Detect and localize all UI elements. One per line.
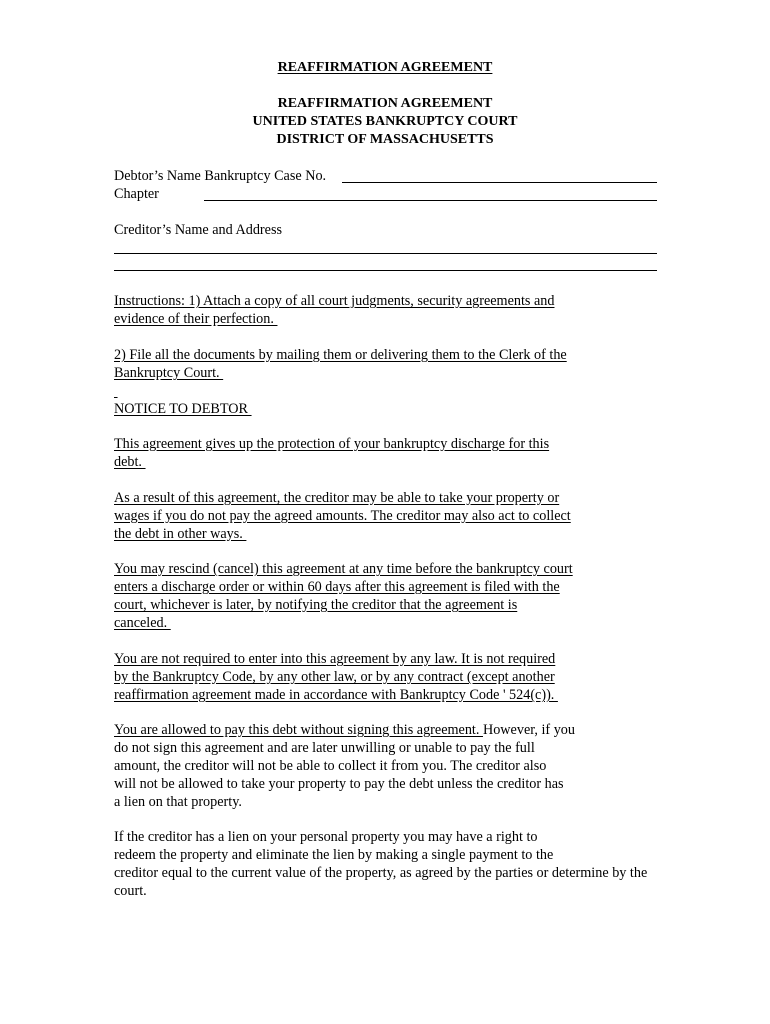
document-title: REAFFIRMATION AGREEMENT	[277, 96, 493, 111]
notice-p3-line: You may rescind (cancel) this agreement at any time before the bankruptcy court	[114, 561, 573, 577]
notice-p3-line: canceled.	[114, 615, 171, 631]
notice-p1-line: debt.	[114, 454, 146, 470]
notice-p6-line: redeem the property and eliminate the lien by making a single payment to the	[114, 847, 554, 863]
district-name: DISTRICT OF MASSACHUSETTS	[276, 132, 494, 147]
creditor-label: Creditor’s Name and Address	[114, 222, 282, 238]
notice-p5-line: amount, the creditor will not be able to collect it from you. The creditor also	[114, 758, 547, 774]
notice-p1-line: This agreement gives up the protection of your bankruptcy discharge for this	[114, 436, 550, 452]
notice-p2-line: As a result of this agreement, the creditor may be able to take your property or	[114, 490, 560, 506]
notice-p5-underlined: You are allowed to pay this debt without signing this agreement.	[114, 722, 483, 738]
notice-p5-line: do not sign this agreement and are later unwilling or unable to pay the full	[114, 740, 535, 756]
notice-p5-line: a lien on that property.	[114, 794, 242, 810]
notice-p5-line: will not be allowed to take your property to pay the debt unless the creditor has	[114, 776, 564, 792]
notice-p6-line: creditor equal to the current value of the property, as agreed by the parties or determine by the	[114, 865, 648, 881]
document-top-title: REAFFIRMATION AGREEMENT	[277, 60, 493, 75]
instructions-line-5	[114, 382, 118, 400]
notice-p3-line: enters a discharge order or within 60 days after this agreement is filed with the	[114, 579, 560, 595]
notice-p4-line: You are not required to enter into this agreement by any law. It is not required	[114, 651, 556, 667]
creditor-blank-1[interactable]	[114, 253, 657, 254]
debtor-case-blank[interactable]	[342, 182, 657, 183]
notice-p2-line: wages if you do not pay the agreed amounts. The creditor may also act to collect	[114, 508, 571, 524]
creditor-blank-2[interactable]	[114, 270, 657, 271]
court-name: UNITED STATES BANKRUPTCY COURT	[252, 114, 518, 129]
notice-p5-rest: However, if you	[482, 722, 575, 738]
instructions-line-4: Bankruptcy Court.	[114, 365, 224, 381]
instructions-line-2: evidence of their perfection.	[114, 311, 278, 327]
notice-p4-line: by the Bankruptcy Code, by any other law, or by any contract (except another	[114, 669, 555, 685]
notice-p3-line: court, whichever is later, by notifying the creditor that the agreement is	[114, 597, 518, 613]
notice-heading: NOTICE TO DEBTOR	[114, 401, 252, 417]
notice-p2-line: the debt in other ways.	[114, 526, 247, 542]
chapter-label: Chapter	[114, 186, 159, 202]
debtor-case-label: Debtor’s Name Bankruptcy Case No.	[114, 168, 327, 184]
notice-p5-first-line	[114, 721, 575, 739]
chapter-blank[interactable]	[204, 200, 657, 201]
instructions-line-1: Instructions: 1) Attach a copy of all court judgments, security agreements and	[114, 293, 555, 309]
notice-p6-line: If the creditor has a lien on your personal property you may have a right to	[114, 829, 538, 845]
notice-p6-line: court.	[114, 883, 147, 899]
instructions-line-3: 2) File all the documents by mailing them or delivering them to the Clerk of the	[114, 347, 567, 363]
notice-p4-line: reaffirmation agreement made in accordance with Bankruptcy Code ' 524(c)).	[114, 687, 558, 703]
